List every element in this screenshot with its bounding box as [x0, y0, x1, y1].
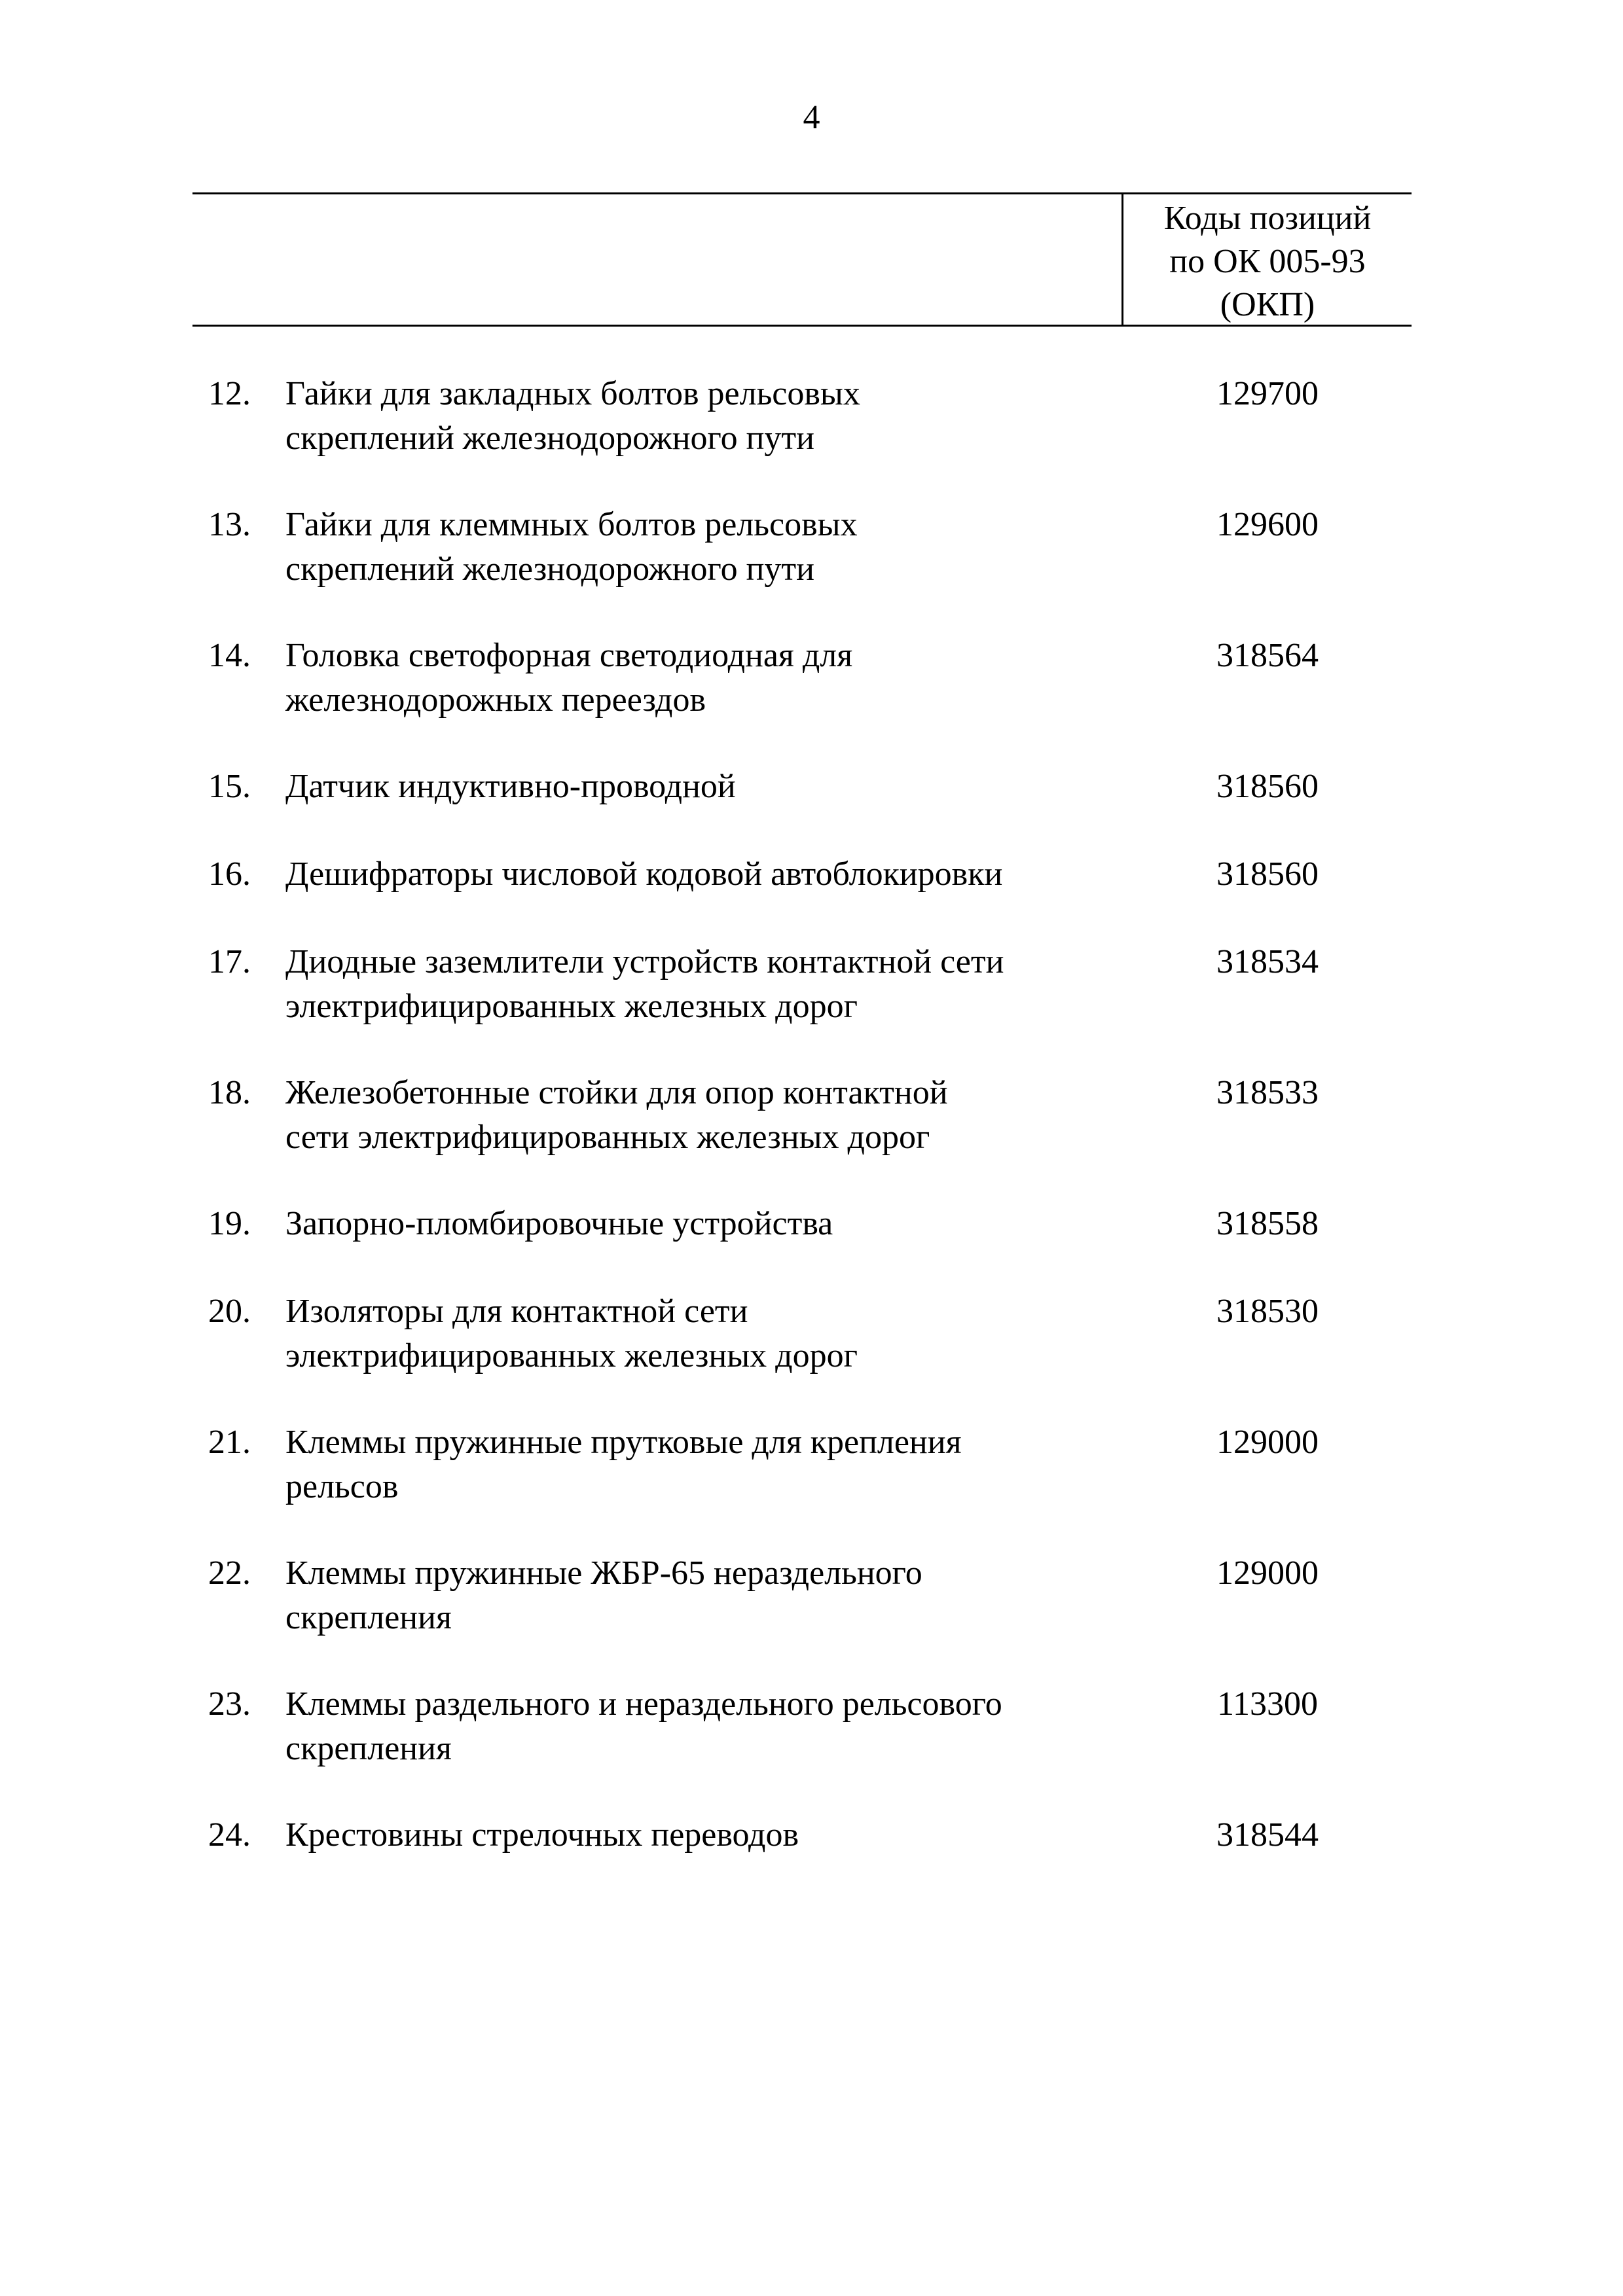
item-description-line: железнодорожных переездов: [285, 681, 706, 719]
item-description-line: Изоляторы для контактной сети: [285, 1293, 748, 1330]
item-description-line: скреплений железнодорожного пути: [285, 420, 814, 457]
item-code: 318560: [1216, 855, 1319, 893]
item-description: [285, 852, 1110, 897]
item-description: [285, 1682, 1110, 1771]
item-code: 129000: [1216, 1554, 1319, 1592]
item-description-line: скрепления: [285, 1730, 452, 1767]
item-description-line: Запорно-пломбировочные устройства: [285, 1205, 833, 1242]
item-description-line: сети электрифицированных железных дорог: [285, 1119, 930, 1156]
item-number: 19.: [208, 1205, 251, 1242]
item-code: 318558: [1216, 1205, 1319, 1242]
item-description-line: Датчик индуктивно-проводной: [285, 768, 736, 805]
item-description: [285, 1289, 1110, 1378]
item-description: [285, 1420, 1110, 1509]
item-code: 129700: [1216, 375, 1319, 412]
item-number: 17.: [208, 943, 251, 980]
item-number: 22.: [208, 1554, 251, 1592]
codes-column-header: [1123, 197, 1412, 327]
item-description-line: электрифицированных железных дорог: [285, 988, 858, 1025]
item-number: 16.: [208, 855, 251, 893]
item-number: 15.: [208, 768, 251, 805]
item-description-line: Железобетонные стойки для опор контактной: [285, 1074, 948, 1111]
item-description-line: скрепления: [285, 1599, 452, 1636]
item-description-line: скреплений железнодорожного пути: [285, 550, 814, 588]
item-number: 18.: [208, 1074, 251, 1111]
item-number: 14.: [208, 637, 251, 674]
item-description-line: Клеммы раздельного и нераздельного рельсового: [285, 1685, 1002, 1723]
item-code: 113300: [1216, 1685, 1319, 1723]
table-header: [192, 192, 1412, 327]
item-code: 318544: [1216, 1816, 1319, 1854]
item-description-line: Клеммы пружинные прутковые для крепления: [285, 1424, 962, 1461]
item-number: 13.: [208, 506, 251, 543]
item-code: 318534: [1216, 943, 1319, 980]
item-description: [285, 372, 1110, 461]
item-description-line: Клеммы пружинные ЖБР-65 нераздельного: [285, 1554, 922, 1592]
item-number: 23.: [208, 1685, 251, 1723]
item-code: 318560: [1216, 768, 1319, 805]
item-code: 318533: [1216, 1074, 1319, 1111]
item-code: 318564: [1216, 637, 1319, 674]
item-description: [285, 1202, 1110, 1246]
item-description: [285, 764, 1110, 809]
item-description-line: рельсов: [285, 1468, 399, 1505]
codes-header-line: по ОК 005-93: [1169, 243, 1366, 280]
item-description: [285, 1071, 1110, 1160]
item-number: 24.: [208, 1816, 251, 1854]
item-description-line: Крестовины стрелочных переводов: [285, 1816, 799, 1854]
page-number: 4: [803, 99, 820, 136]
item-description-line: Дешифраторы числовой кодовой автоблокировки: [285, 855, 1003, 893]
item-code: 129600: [1216, 506, 1319, 543]
item-number: 21.: [208, 1424, 251, 1461]
codes-header-line: Коды позиций: [1163, 200, 1372, 237]
item-description: [285, 503, 1110, 592]
item-description-line: Диодные заземлители устройств контактной сети: [285, 943, 1004, 980]
item-description: [285, 940, 1110, 1029]
item-description-line: Гайки для закладных болтов рельсовых: [285, 375, 860, 412]
item-code: 318530: [1216, 1293, 1319, 1330]
item-description-line: Головка светофорная светодиодная для: [285, 637, 853, 674]
codes-header-line: (ОКП): [1220, 286, 1315, 323]
item-description: [285, 1551, 1110, 1640]
item-description-line: Гайки для клеммных болтов рельсовых: [285, 506, 858, 543]
item-number: 20.: [208, 1293, 251, 1330]
item-description: [285, 1813, 1110, 1857]
item-number: 12.: [208, 375, 251, 412]
item-code: 129000: [1216, 1424, 1319, 1461]
item-description: [285, 634, 1110, 723]
item-description-line: электрифицированных железных дорог: [285, 1337, 858, 1374]
